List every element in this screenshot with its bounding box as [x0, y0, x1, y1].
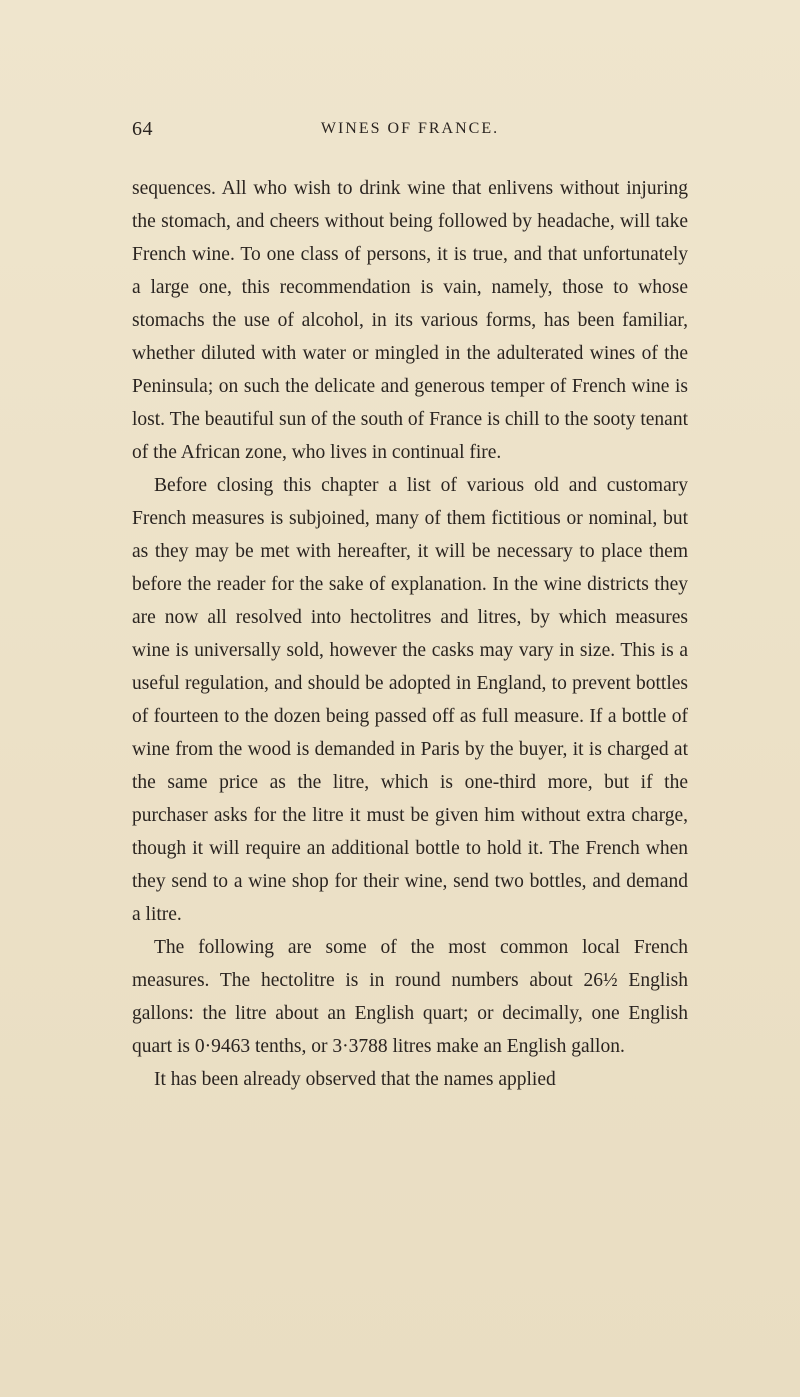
page-header — [132, 118, 688, 148]
paragraph-common-measures: The following are some of the most common local French measures. The hectolitre is in round numbers about 26½ English gallons: the litre about an English quart; or decimally, one English quart is 0·9463 tenths, or 3·3788 litres make an English gallon. — [132, 937, 688, 1057]
running-head: WINES OF FRANCE. — [320, 120, 500, 137]
paragraph-continuation: sequences. All who wish to drink wine that enlivens without injuring the stomach, and cheers without being followed by headache, will take French wine. To one class of persons, it is true, and that unfortunately a large one, this recommendation is vain, namely, those to whose stomachs the use of alcohol, in its various forms, has been familiar, whether diluted with water or mingled in the adulterated wines of the Peninsula; on such the delicate and generous temper of French wine is lost. The beautiful sun of the south of France is chill to the sooty tenant of the African zone, who lives in continual fire. — [132, 178, 688, 463]
paragraph-measures-intro: Before closing this chapter a list of various old and customary French measures is subjoined, many of them fictitious or nominal, but as they may be met with hereafter, it will be necessary to place them before the reader for the sake of explanation. In the wine districts they are now all resolved into hectolitres and litres, by which measures wine is universally sold, however the casks may vary in size. This is a useful regulation, and should be adopted in England, to prevent bottles of fourteen to the dozen being passed off as full measure. If a bottle of wine from the wood is demanded in Paris by the buyer, it is charged at the same price as the litre, which is one-third more, but if the purchaser asks for the litre it must be given him without extra charge, though it will require an additional bottle to hold it. The French when they send to a wine shop for their wine, send two bottles, and demand a litre. — [132, 475, 688, 925]
paragraph-names-applied: It has been already observed that the names applied — [154, 1069, 556, 1090]
body-text — [132, 172, 688, 1096]
page-number: 64 — [132, 118, 153, 140]
